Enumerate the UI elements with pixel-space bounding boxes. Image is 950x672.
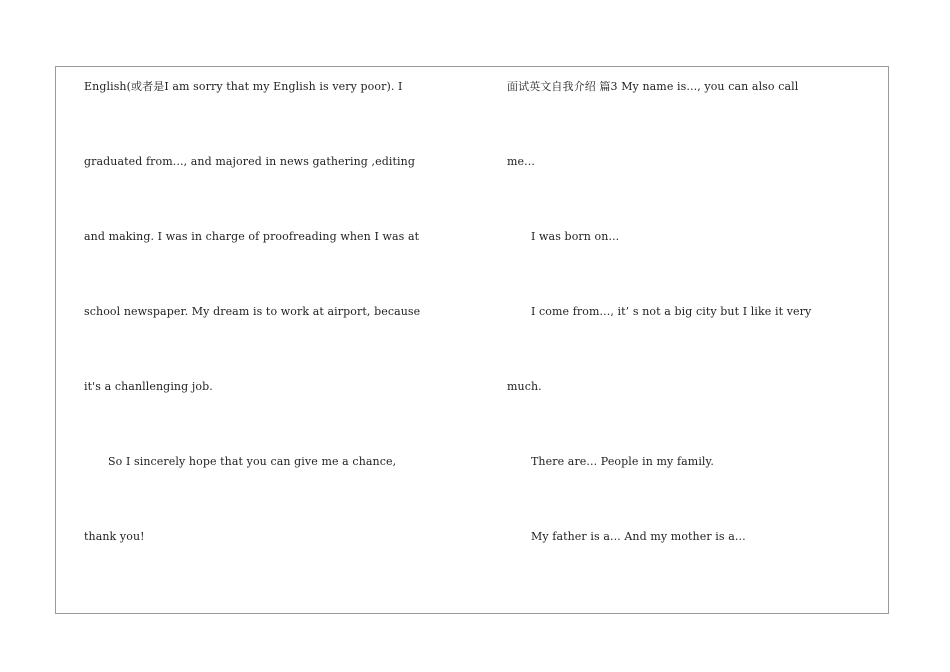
left-line-6: So I sincerely hope that you can give me a chance,: [108, 455, 397, 468]
document-page-frame: [55, 66, 889, 614]
right-line-6: There are... People in my family.: [531, 455, 715, 468]
left-line-3: and making. I was in charge of proofreading when I was at: [84, 230, 420, 243]
right-line-2: me...: [507, 155, 535, 168]
right-line-7: My father is a... And my mother is a...: [531, 530, 746, 543]
right-line-3: I was born on...: [531, 230, 620, 243]
left-line-1: English(或者是I am sorry that my English is very poor). I: [84, 80, 403, 93]
left-line-5: it's a chanllenging job.: [84, 380, 213, 393]
right-line-1: 面试英文自我介绍 篇3 My name is..., you can also call: [507, 80, 799, 93]
left-line-2: graduated from..., and majored in news gathering ,editing: [84, 155, 415, 168]
right-line-5: much.: [507, 380, 542, 393]
right-line-4: I come from..., it’ s not a big city but I like it very: [531, 305, 812, 318]
left-line-7: thank you!: [84, 530, 145, 543]
left-line-4: school newspaper. My dream is to work at airport, because: [84, 305, 421, 318]
